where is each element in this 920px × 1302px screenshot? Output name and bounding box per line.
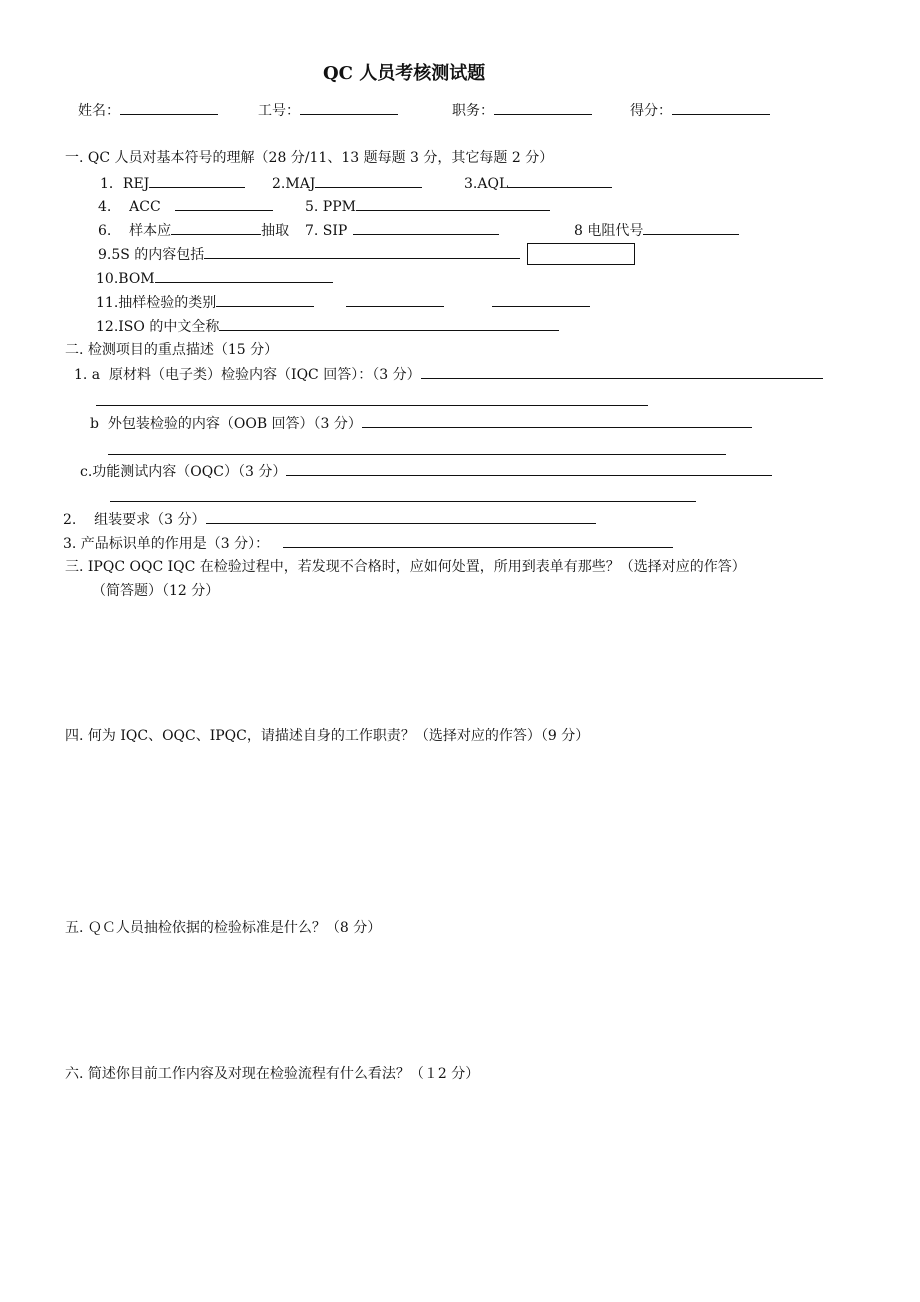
q4-acc: 4. ACC [98, 196, 273, 217]
score-input[interactable] [672, 100, 770, 115]
q6-sample: 6. 样本应 抽取 [98, 220, 289, 241]
q12-iso: 12.ISO 的中文全称 [96, 316, 559, 337]
position-label: 职务： [452, 103, 494, 119]
section2-heading: 二. 检测项目的重点描述（15 分） [65, 342, 279, 358]
section3-note: （简答题）（12 分） [92, 583, 220, 599]
q2-1c-function-test: c.功能测试内容（OQC）（3 分） [80, 461, 772, 482]
q3-answer[interactable] [508, 173, 612, 188]
employee-id-field [258, 100, 398, 121]
q2-1a-raw-material: 1. a 原材料（电子类）检验内容（IQC 回答）：（3 分） [74, 364, 823, 385]
q2-1b-answer[interactable] [362, 413, 752, 428]
q2-2-answer[interactable] [206, 509, 596, 524]
employee-id-input[interactable] [300, 100, 398, 115]
section5-heading: 五. ＱＣ人员抽检依据的检验标准是什么？（8 分） [65, 920, 382, 936]
q2-1c-answer[interactable] [286, 461, 772, 476]
q2-1c-answer-line2[interactable] [110, 501, 696, 502]
q9-5s: 9.5S 的内容包括 [98, 244, 520, 265]
q2-3-product-label: 3. 产品标识单的作用是（3 分）： [63, 533, 673, 554]
q11-answer-1[interactable] [216, 292, 314, 307]
q8-resistor-code: 8 电阻代号 [574, 220, 739, 241]
q3-aql: 3.AQL [464, 173, 612, 194]
section6-answer-area[interactable] [65, 1090, 865, 1270]
q2-answer[interactable] [315, 173, 422, 188]
section4-heading: 四. 何为 IQC、OQC、IPQC，请描述自身的工作职责？（选择对应的作答）（9 分） [65, 728, 590, 744]
q1-answer[interactable] [149, 173, 245, 188]
q12-answer[interactable] [219, 316, 559, 331]
q11-sampling-types: 11.抽样检验的类别 [96, 292, 590, 313]
q10-answer[interactable] [155, 268, 333, 283]
q2-2-assembly: 2. 组装要求（3 分） [63, 509, 596, 530]
q5-answer[interactable] [356, 196, 550, 211]
q2-1a-answer[interactable] [421, 364, 823, 379]
name-label: 姓名： [78, 103, 120, 119]
section5-answer-area[interactable] [65, 944, 865, 1056]
q2-1a-answer-line2[interactable] [96, 405, 648, 406]
q2-1b-packaging: b 外包装检验的内容（OOB 回答）（3 分） [90, 413, 752, 434]
q1-rej: 1．REJ [100, 173, 245, 194]
q9-answer-box[interactable] [527, 243, 635, 265]
q2-maj: 2.MAJ [272, 173, 422, 194]
q7-sip: 7. SIP [305, 220, 499, 241]
section1-heading: 一. QC 人员对基本符号的理解（28 分/11、13 题每题 3 分，其它每题 2 分） [65, 150, 554, 166]
q11-answer-2[interactable] [346, 292, 444, 307]
employee-id-label: 工号： [258, 103, 300, 119]
q10-bom: 10.BOM [96, 268, 333, 289]
section3-answer-area[interactable] [65, 606, 865, 718]
score-field [630, 100, 770, 121]
q4-answer[interactable] [175, 196, 273, 211]
position-input[interactable] [494, 100, 592, 115]
q9-answer[interactable] [204, 244, 520, 259]
section6-heading: 六. 简述你目前工作内容及对现在检验流程有什么看法？（１2 分） [65, 1066, 480, 1082]
q7-answer[interactable] [353, 220, 499, 235]
score-label: 得分： [630, 103, 672, 119]
q11-answer-3[interactable] [492, 292, 590, 307]
page-title: QC 人员考核测试题 [323, 63, 486, 84]
name-input[interactable] [120, 100, 218, 115]
q5-ppm: 5. PPM [305, 196, 550, 217]
q6-answer[interactable] [171, 220, 261, 235]
position-field [452, 100, 592, 121]
q8-answer[interactable] [643, 220, 739, 235]
q2-1b-answer-line2[interactable] [108, 454, 726, 455]
section4-answer-area[interactable] [65, 752, 865, 908]
q2-3-answer[interactable] [283, 533, 673, 548]
name-field [78, 100, 218, 121]
section3-question: 三. IPQC OQC IQC 在检验过程中，若发现不合格时，应如何处置，所用到表单有那些？（选择对应的作答） [65, 559, 746, 575]
